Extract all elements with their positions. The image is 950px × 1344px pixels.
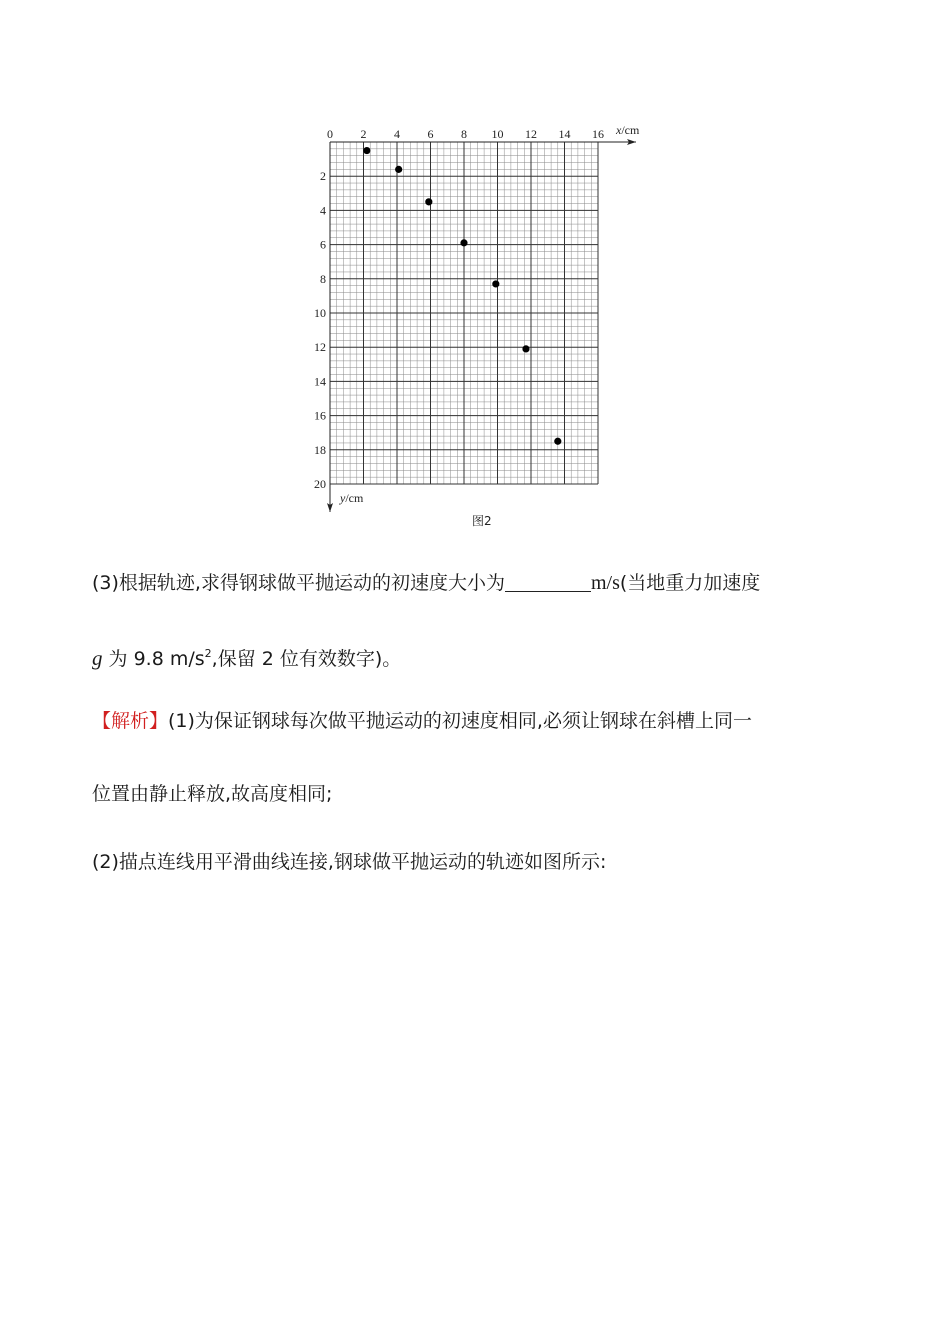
analysis-line-3 <box>92 849 882 875</box>
data-point <box>425 198 432 205</box>
q3-line2-end: ,保留 2 位有效数字)。 <box>211 648 402 670</box>
analysis-line-1 <box>92 708 882 734</box>
y-tick-label: 16 <box>314 408 326 423</box>
data-points <box>363 147 561 445</box>
x-tick-label: 0 <box>327 127 333 141</box>
analysis-text-3: (2)描点连线用平滑曲线连接,钢球做平抛运动的轨迹如图所示: <box>92 851 607 873</box>
x-tick-label: 14 <box>558 127 571 141</box>
figure-caption: 图2 <box>472 514 492 528</box>
q3-unit: m/s <box>590 572 620 594</box>
analysis-text-2: 位置由静止释放,故高度相同; <box>92 783 333 805</box>
y-tick-label: 18 <box>314 442 326 457</box>
g-value: 为 9.8 m/s <box>108 648 205 670</box>
x-axis-label: x/cm <box>616 123 640 137</box>
question-3-line-1 <box>92 570 882 596</box>
y-axis-label: y/cm <box>340 491 364 505</box>
x-tick-label: 12 <box>525 127 537 141</box>
y-tick-label: 14 <box>314 374 326 389</box>
y-tick-label: 6 <box>320 237 326 252</box>
y-tick-label: 8 <box>320 271 326 286</box>
y-tick-label: 20 <box>314 477 326 491</box>
analysis-line-2 <box>92 781 882 807</box>
question-3-line-2 <box>92 645 882 672</box>
y-tick-label: 10 <box>314 306 326 320</box>
answer-blank[interactable] <box>505 573 591 592</box>
data-point <box>522 345 529 352</box>
q3-suffix: (当地重力加速度 <box>619 572 761 594</box>
y-tick-labels <box>314 169 326 491</box>
x-tick-label: 8 <box>461 127 467 141</box>
y-tick-label: 12 <box>314 340 326 355</box>
data-point <box>395 166 402 173</box>
x-tick-labels <box>327 127 604 141</box>
x-tick-label: 10 <box>491 127 504 141</box>
trajectory-figure <box>0 0 950 540</box>
x-tick-label: 16 <box>592 127 604 141</box>
x-tick-label: 6 <box>427 127 434 141</box>
g-symbol: g <box>92 646 103 670</box>
x-tick-label: 2 <box>360 127 367 141</box>
data-point <box>554 438 561 445</box>
g-unit-exponent: 2 <box>204 647 212 660</box>
analysis-text-1: (1)为保证钢球每次做平抛运动的初速度相同,必须让钢球在斜槽上同一 <box>168 710 752 732</box>
y-tick-label: 2 <box>320 169 326 184</box>
data-point <box>492 280 499 287</box>
axes <box>327 139 636 512</box>
x-tick-label: 4 <box>394 127 400 141</box>
analysis-tag: 【解析】 <box>92 710 169 732</box>
q3-prefix: (3)根据轨迹,求得钢球做平抛运动的初速度大小为 <box>92 572 505 594</box>
data-point <box>363 147 370 154</box>
y-tick-label: 4 <box>320 203 326 218</box>
data-point <box>460 239 467 246</box>
